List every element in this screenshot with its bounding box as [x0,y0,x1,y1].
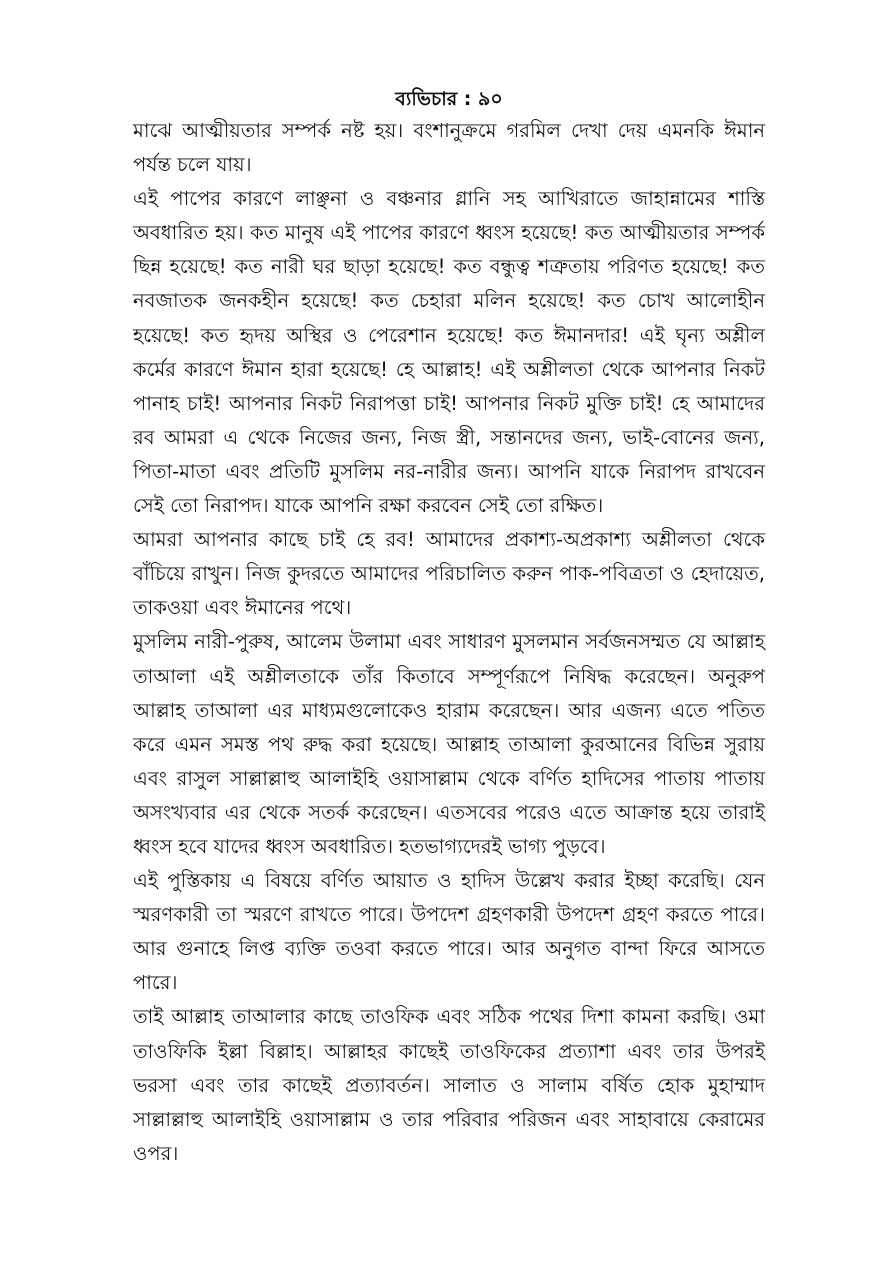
paragraph-4: মুসলিম নারী-পুরুষ, আলেম উলামা এবং সাধারণ মুসলমান সর্বজনসম্মত যে আল্লাহ তাআলা এই অশ্লীলতাকে তাঁর কিতাবে সম্পূর্ণরূপে নিষিদ্ধ করেছেন। অনুরুপ আল্লাহ তাআলা এর মাধ্যমগুলোকেও হারাম করেছেন। আর এজন্য এতে পতিত করে এমন সমস্ত পথ রুদ্ধ করা হয়েছে। আল্লাহ তাআলা কুরআনের বিভিন্ন সুরায় এবং রাসুল সাল্লাল্লাহু আলাইহি ওয়াসাল্লাম থেকে বর্ণিত হাদিসের পাতায় পাতায় অসংখ্যবার এর থেকে সতর্ক করেছেন। এতসবের পরেও এতে আক্রান্ত হয়ে তারাই ধ্বংস হবে যাদের ধ্বংস অবধারিত। হতভাগ্যদেরই ভাগ্য পুড়বে। [133,630,765,858]
paragraph-2: এই পাপের কারণে লাঞ্ছনা ও বঞ্চনার গ্লানি সহ আখিরাতে জাহান্নামের শাস্তি অবধারিত হয়। কত মানুষ এই পাপের কারণে ধ্বংস হয়েছে! কত আত্মীয়তার সম্পর্ক ছিন্ন হয়েছে! কত নারী ঘর ছাড়া হয়েছে! কত বন্ধুত্ব শত্রুতায় পরিণত হয়েছে! কত নবজাতক জনকহীন হয়েছে! কত চেহারা মলিন হয়েছে! কত চোখ আলোহীন হয়েছে! কত হৃদয় অস্থির ও পেরেশান হয়েছে! কত ঈমানদার! এই ঘৃন্য অশ্লীল কর্মের কারণে ঈমান হারা হয়েছে! হে আল্লাহ! এই অশ্লীলতা থেকে আপনার নিকট পানাহ চাই! আপনার নিকট নিরাপত্তা চাই! আপনার নিকট মুক্তি চাই! হে আমাদের রব আমরা এ থেকে নিজের জন্য, নিজ স্ত্রী, সন্তানদের জন্য, ভাই-বোনের জন্য, পিতা-মাতা এবং প্রতিটি মুসলিম নর-নারীর জন্য। আপনি যাকে নিরাপদ রাখবেন সেই তো নিরাপদ। যাকে আপনি রক্ষা করবেন সেই তো রক্ষিত। [133,187,765,518]
paragraph-1: মাঝে আত্মীয়তার সম্পর্ক নষ্ট হয়। বংশানুক্রমে গরমিল দেখা দেয় এমনকি ঈমান পর্যন্ত চলে যায়। [133,119,765,177]
paragraph-5: এই পুস্তিকায় এ বিষয়ে বর্ণিত আয়াত ও হাদিস উল্লেখ করার ইচ্ছা করেছি। যেন স্মরণকারী তা স্মরণে রাখতে পারে। উপদেশ গ্রহণকারী উপদেশ গ্রহণ করতে পারে। আর গুনাহে লিপ্ত ব্যক্তি তওবা করতে পারে। আর অনুগত বান্দা ফিরে আসতে পারে। [133,869,765,995]
paragraph-6: তাই আল্লাহ তাআলার কাছে তাওফিক এবং সঠিক পথের দিশা কামনা করছি। ওমা তাওফিকি ইল্লা বিল্লাহ। আল্লাহর কাছেই তাওফিকের প্রত্যাশা এবং তার উপরই ভরসা এবং তার কাছেই প্রত্যাবর্তন। সালাত ও সালাম বর্ষিত হোক মুহাম্মাদ সাল্লাল্লাহু আলাইহি ওয়াসাল্লাম ও তার পরিবার পরিজন এবং সাহাবায়ে কেরামের ওপর। [133,1005,765,1165]
paragraph-3: আমরা আপনার কাছে চাই হে রব! আমাদের প্রকাশ্য-অপ্রকাশ্য অশ্লীলতা থেকে বাঁচিয়ে রাখুন। নিজ কুদরতে আমাদের পরিচালিত করুন পাক-পবিত্রতা ও হেদায়েত, তাকওয়া এবং ঈমানের পথে। [133,528,765,620]
book-page [133,86,765,1171]
running-header: ব্যভিচার : ৯০ [395,88,503,110]
